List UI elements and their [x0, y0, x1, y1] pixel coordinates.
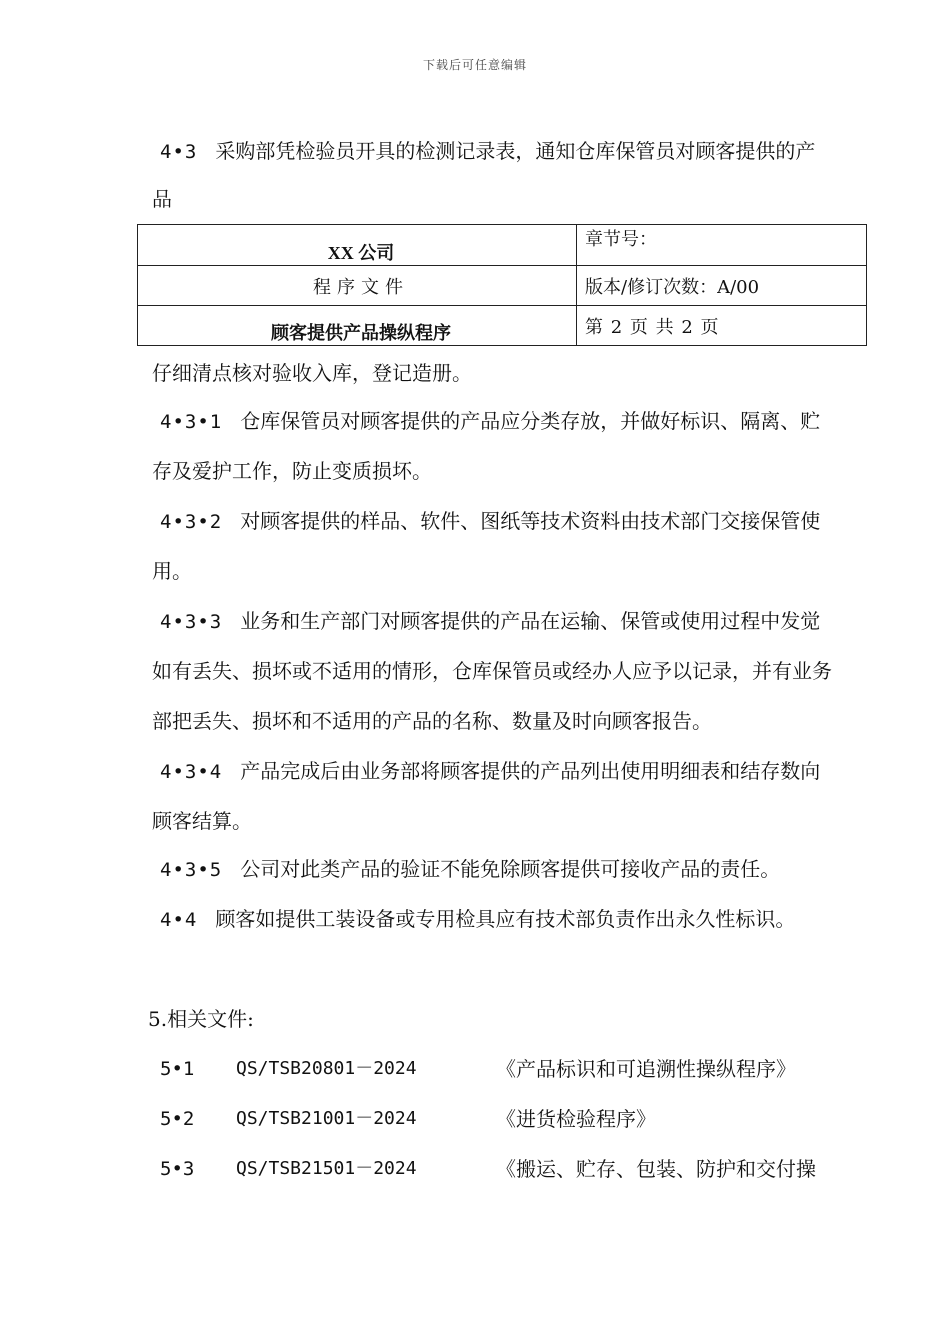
paragraph-text: 仓库保管员对顾客提供的产品应分类存放，并做好标识、隔离、贮 [240, 409, 821, 433]
reference-code: QS/TSB21001－2024 [236, 1108, 417, 1129]
section-5-heading: 5.相关文件: [148, 1007, 254, 1031]
page-info: 第 2 页 共 2 页 [577, 306, 867, 346]
item-4-3-4-line1 [160, 758, 820, 785]
paragraph-text: 采购部凭检验员开具的检测记录表，通知仓库保管员对顾客提供的产 [215, 139, 816, 163]
item-4-3-3-line1 [160, 608, 820, 635]
section-4-3-line2: 品 [152, 187, 172, 211]
document-type: 程序文件 [138, 266, 577, 306]
item-4-3-1-line1 [160, 408, 820, 435]
paragraph-text: 业务和生产部门对顾客提供的产品在运输、保管或使用过程中发觉 [240, 609, 821, 633]
version-label: 版本/修订次数：A/00 [577, 266, 867, 306]
document-header-table [137, 224, 867, 346]
paragraph-text: 产品完成后由业务部将顾客提供的产品列出使用明细表和结存数向 [240, 759, 821, 783]
section-4-3-line3: 仔细清点核对验收入库，登记造册。 [152, 361, 472, 385]
reference-number: 5•2 [160, 1108, 195, 1130]
company-name: XX 公司 [138, 225, 577, 266]
item-4-3-3-line3: 部把丢失、损坏和不适用的产品的名称、数量及时向顾客报告。 [152, 709, 712, 733]
reference-title: 《搬运、贮存、包装、防护和交付操 [496, 1157, 816, 1181]
section-4-3-line1 [160, 138, 815, 165]
item-number: 4•3•3 [160, 611, 223, 633]
reference-number: 5•1 [160, 1058, 195, 1080]
item-4-3-5-line1 [160, 856, 780, 883]
reference-code: QS/TSB20801－2024 [236, 1058, 417, 1079]
paragraph-text: 对顾客提供的样品、软件、图纸等技术资料由技术部门交接保管使 [240, 509, 821, 533]
item-number: 4•3•4 [160, 761, 223, 783]
paragraph-text: 顾客如提供工装设备或专用检具应有技术部负责作出永久性标识。 [215, 907, 796, 931]
chapter-number-label: 章节号： [577, 225, 867, 266]
reference-code: QS/TSB21501－2024 [236, 1158, 417, 1179]
paragraph-text: 公司对此类产品的验证不能免除顾客提供可接收产品的责任。 [240, 857, 781, 881]
item-4-3-4-line2: 顾客结算。 [152, 809, 252, 833]
page-header-note: 下载后可任意编辑 [422, 58, 527, 72]
item-4-3-3-line2: 如有丢失、损坏或不适用的情形，仓库保管员或经办人应予以记录，并有业务 [152, 659, 832, 683]
item-4-3-2-line2: 用。 [152, 559, 192, 583]
item-4-3-1-line2: 存及爱护工作，防止变质损坏。 [152, 459, 432, 483]
procedure-title: 顾客提供产品操纵程序 [138, 306, 577, 346]
item-number: 4•3•5 [160, 859, 223, 881]
reference-title: 《产品标识和可追溯性操纵程序》 [496, 1057, 796, 1081]
item-number: 4•3•2 [160, 511, 223, 533]
section-4-4 [160, 906, 795, 933]
section-number: 4•4 [160, 909, 198, 931]
reference-title: 《进货检验程序》 [496, 1107, 656, 1131]
reference-number: 5•3 [160, 1158, 195, 1180]
item-4-3-2-line1 [160, 508, 820, 535]
section-number: 4•3 [160, 141, 198, 163]
item-number: 4•3•1 [160, 411, 223, 433]
